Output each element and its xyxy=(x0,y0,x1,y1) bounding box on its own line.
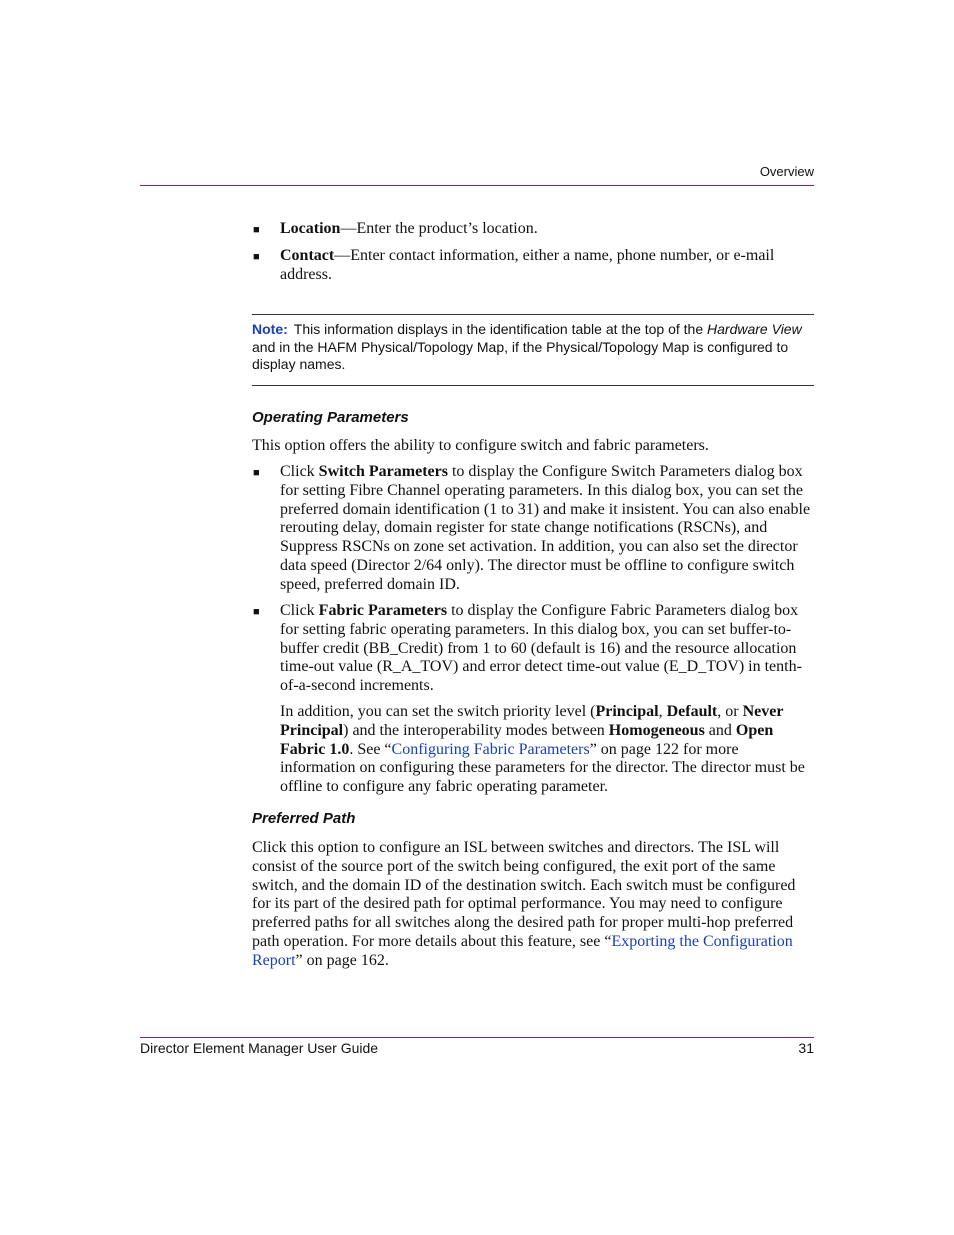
contact-term: Contact xyxy=(280,247,335,264)
configuring-fabric-parameters-link[interactable]: Configuring Fabric Parameters xyxy=(391,740,590,758)
principal-term: Principal xyxy=(595,703,659,720)
bullet-marker: ■ xyxy=(253,606,260,618)
text-run: ) and the interoperability modes between xyxy=(343,721,609,739)
homogeneous-term: Homogeneous xyxy=(608,721,705,739)
bullet-marker: ■ xyxy=(253,467,260,479)
text-run: , or xyxy=(717,703,743,720)
location-bullet xyxy=(280,220,814,239)
bullet-pre: Click xyxy=(280,463,315,480)
contact-text: —Enter contact information, either a name, phone number, or e-mail address. xyxy=(280,247,775,283)
switch-parameters-text: to display the Configure Switch Parameters dialog box for setting Fibre Channel operating parameters. In this dialog box, you can set the preferred domain identification (1 to 31) and make it insistent. You can also enable rerouting delay, domain register for state change notifications (RSCNs), and Suppress RSCNs on zone set activation. In addition, you can also set the director data speed (Director 2/64 only). The director must be offline to configure switch speed, preferred domain ID. xyxy=(280,463,811,593)
operating-parameters-heading: Operating Parameters xyxy=(252,409,409,426)
preferred-path-end: ” on page 162. xyxy=(295,951,389,969)
fabric-parameters-text: to display the Configure Fabric Parameters dialog box for setting fabric operating parameters. In this dialog box, you can set buffer-to-buffer credit (BB_Credit) from 1 to 60 (default is 16) and the resource allocation time-out value (R_A_TOV) and error detect time-out value (E_D_TOV) in tenth-of-a-second increments. xyxy=(280,602,802,695)
open-fabric-term: Open Fabric 1.0 xyxy=(280,721,774,758)
note-box xyxy=(252,314,814,386)
footer-title: Director Element Manager User Guide xyxy=(140,1040,379,1056)
preferred-path-heading: Preferred Path xyxy=(252,810,356,827)
preferred-path-text xyxy=(252,839,814,971)
note-text xyxy=(252,321,814,374)
bullet-marker: ■ xyxy=(253,251,260,263)
fabric-parameters-term: Fabric Parameters xyxy=(318,602,448,619)
note-text-2: and in the HAFM Physical/Topology Map, if the Physical/Topology Map is configured to display names. xyxy=(252,338,789,372)
default-term: Default xyxy=(666,703,718,720)
page-number: 31 xyxy=(798,1040,814,1056)
location-term: Location xyxy=(280,220,341,237)
text-run: ” on page 122 for more information on configuring these parameters for the director. The director must be offline to configure any fabric operating parameter. xyxy=(280,740,805,796)
note-label: Note: xyxy=(252,321,288,337)
fabric-parameters-bullet xyxy=(280,602,814,696)
never-principal-term: Never Principal xyxy=(280,703,784,739)
exporting-configuration-report-link[interactable]: Exporting the Configuration Report xyxy=(252,932,793,969)
bullet-marker: ■ xyxy=(253,224,260,236)
bullet-pre: Click xyxy=(280,602,315,619)
fabric-parameters-detail xyxy=(280,703,814,797)
preferred-path-body: Click this option to configure an ISL between switches and directors. The ISL will consist of the source port of the switch being configured, the exit port of the same switch, and the domain ID of the destination switch. Each switch must be configured for its part of the desired path for optimal performance. You may need to configure preferred paths for all switches along the desired path for proper multi-hop preferred path operation. For more details about this feature, see “ xyxy=(252,839,796,950)
operating-intro: This option offers the ability to configure switch and fabric parameters. xyxy=(252,437,709,454)
text-run: . See “ xyxy=(349,740,392,758)
text-run: and xyxy=(704,721,736,739)
text-run: , xyxy=(658,703,667,720)
switch-parameters-bullet xyxy=(280,463,814,595)
note-italic: Hardware View xyxy=(707,321,802,337)
header-section-title: Overview xyxy=(759,164,814,179)
location-text: —Enter the product’s location. xyxy=(340,220,538,237)
text-run: In addition, you can set the switch priority level ( xyxy=(280,703,596,720)
note-text-1: This information displays in the identification table at the top of the xyxy=(293,321,704,337)
switch-parameters-term: Switch Parameters xyxy=(318,463,448,480)
running-header xyxy=(140,163,814,186)
contact-bullet xyxy=(280,247,814,285)
footer-rule xyxy=(140,1037,814,1038)
